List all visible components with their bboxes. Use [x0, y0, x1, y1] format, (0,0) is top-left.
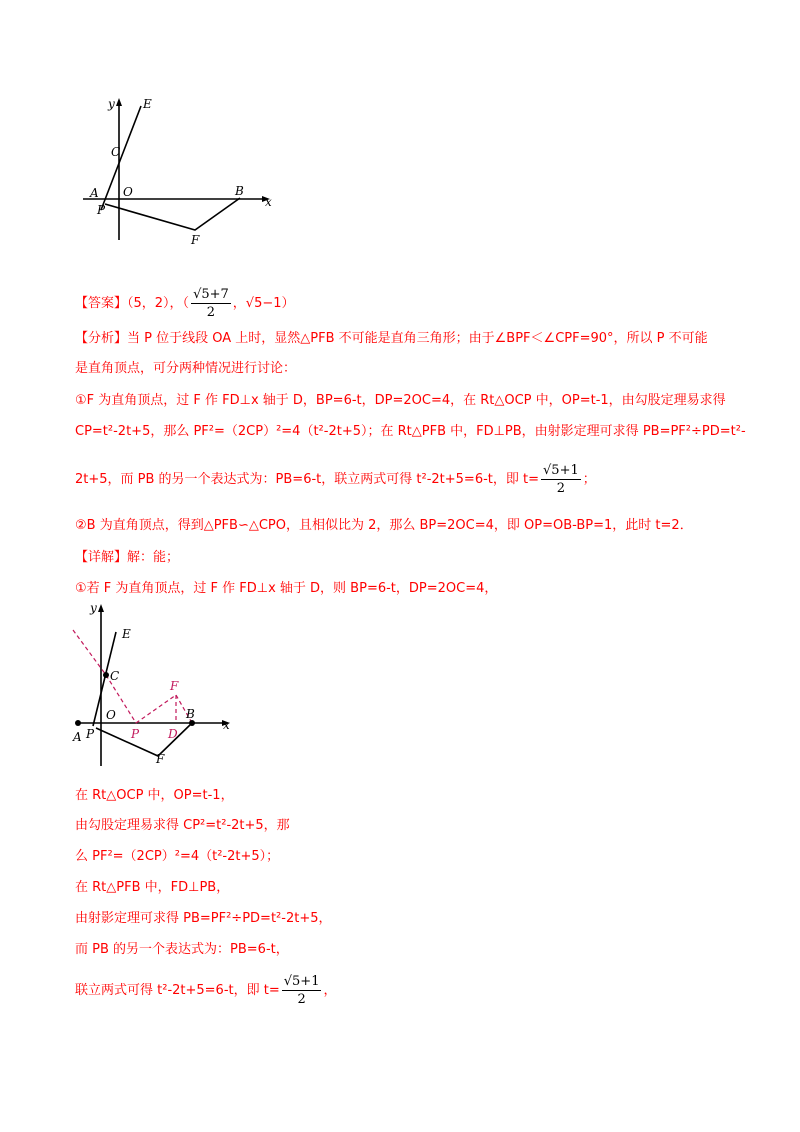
- y-arrow-2: [98, 604, 104, 612]
- analysis-line-6: [75, 517, 693, 535]
- detail-frac-den: 2: [297, 992, 306, 1007]
- detail-line-6: [75, 910, 331, 928]
- analysis-text-5b: ；: [582, 472, 596, 487]
- label-F: F: [191, 233, 200, 247]
- detail-line-8: [75, 973, 336, 1008]
- detail-text-1: ①若 F 为直角顶点，过 F 作 FD⊥x 轴于 D，则 BP=6-t，DP=2OC=4，: [75, 581, 498, 596]
- figure-2: [68, 598, 238, 770]
- label-A-2: A: [73, 730, 82, 744]
- detail-line-3: [75, 817, 290, 835]
- detail-text-7: 而 PB 的另一个表达式为：PB=6-t，: [75, 942, 289, 957]
- analysis-text-1: 当 P 位于线段 OA 上时，显然△PFB 不可能是直角三角形；由于∠BPF＜∠CPF=90°，所以 P 不可能: [127, 331, 708, 346]
- detail-line-4: [75, 848, 279, 866]
- analysis-line-2: [75, 360, 296, 378]
- detail-line-2: [75, 787, 234, 805]
- label-P-red: P: [131, 727, 140, 741]
- label-x: x: [265, 195, 272, 209]
- point-C: [103, 672, 109, 678]
- label-y-2: y: [90, 601, 97, 615]
- answer-tag: 【答案】: [75, 296, 128, 311]
- detail-fraction: [282, 973, 322, 1008]
- answer-frac-num: √5+7: [193, 287, 229, 302]
- analysis-fraction: [541, 462, 581, 497]
- label-P-2: P: [86, 727, 95, 741]
- analysis-line-4: [75, 423, 746, 441]
- label-F-red: F: [170, 679, 179, 693]
- analysis-text-3: ①F 为直角顶点，过 F 作 FD⊥x 轴于 D，BP=6-t，DP=2OC=4，在 Rt△OCP 中，OP=t-1，由勾股定理易求得: [75, 393, 726, 408]
- detail-text-3: 由勾股定理易求得 CP²=t²-2t+5，那: [75, 818, 290, 833]
- label-C-2: C: [110, 669, 120, 683]
- answer-fraction: [191, 286, 231, 321]
- detail-line-intro: [75, 549, 179, 567]
- segment-PFB: [105, 198, 240, 230]
- label-y: y: [108, 97, 115, 111]
- line-AE: [101, 106, 141, 210]
- analysis-line-1: [75, 330, 708, 348]
- answer-frac-den: 2: [206, 305, 216, 320]
- label-x-2: x: [223, 718, 230, 732]
- answer-line: [75, 286, 295, 321]
- detail-line-1: [75, 580, 497, 598]
- label-P: P: [97, 203, 106, 217]
- detail-text-4: 么 PF²=（2CP）²=4（t²-2t+5）；: [75, 849, 280, 864]
- detail-text-5: 在 Rt△PFB 中，FD⊥PB，: [75, 880, 230, 895]
- answer-part1: （5，2），（: [127, 296, 190, 311]
- label-E: E: [143, 97, 152, 111]
- label-O: O: [123, 185, 133, 199]
- detail-intro: 解：能；: [127, 550, 180, 565]
- analysis-frac-den: 2: [556, 481, 566, 496]
- y-arrow: [116, 98, 122, 106]
- figure-1: [75, 92, 285, 262]
- label-D-red: D: [168, 727, 178, 741]
- detail-frac-num: √5+1: [283, 974, 320, 989]
- analysis-text-4: CP=t²-2t+5，那么 PF²=（2CP）²=4（t²-2t+5）；在 Rt△PFB 中，FD⊥PB，由射影定理可求得 PB=PF²÷PD=t²-: [75, 424, 746, 439]
- point-A: [75, 720, 81, 726]
- dashed-PF: [136, 695, 176, 723]
- detail-text-8b: ，: [323, 983, 337, 998]
- label-A: A: [90, 186, 99, 200]
- analysis-text-6: ②B 为直角顶点，得到△PFB∽△CPO，且相似比为 2，那么 BP=2OC=4，即 OP=OB-BP=1，此时 t=2．: [75, 518, 693, 533]
- analysis-line-5: [75, 462, 596, 497]
- analysis-line-3: [75, 392, 726, 410]
- detail-tag: 【详解】: [75, 550, 128, 565]
- label-F2-2: F: [156, 752, 165, 766]
- analysis-tag: 【分析】: [75, 331, 128, 346]
- label-C: C: [111, 145, 121, 159]
- analysis-text-2: 是直角顶点，可分两种情况进行讨论：: [75, 361, 297, 376]
- label-B-2: B: [186, 707, 195, 721]
- label-O-2: O: [106, 708, 116, 722]
- label-B: B: [235, 184, 244, 198]
- answer-part2: ，√5−1）: [232, 296, 295, 311]
- detail-text-8a: 联立两式可得 t²-2t+5=6-t，即 t=: [75, 983, 280, 998]
- label-E-2: E: [122, 627, 131, 641]
- detail-text-2: 在 Rt△OCP 中，OP=t-1，: [75, 788, 234, 803]
- analysis-text-5a: 2t+5，而 PB 的另一个表达式为：PB=6-t，联立两式可得 t²-2t+5=6-t，即 t=: [75, 472, 540, 487]
- analysis-frac-num: √5+1: [543, 463, 579, 478]
- detail-line-7: [75, 941, 289, 959]
- detail-text-6: 由射影定理可求得 PB=PF²÷PD=t²-2t+5，: [75, 911, 332, 926]
- detail-line-5: [75, 879, 229, 897]
